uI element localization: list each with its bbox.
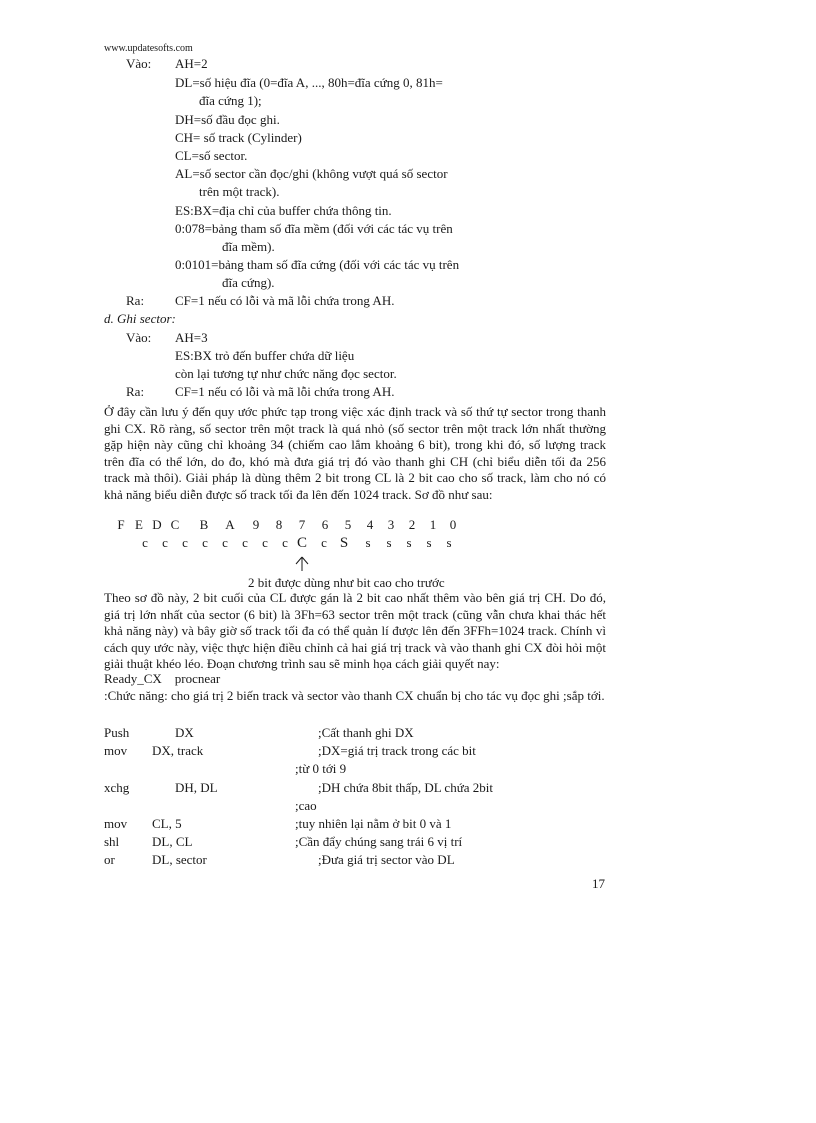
write-item: còn lại tương tự như chức năng đọc sector. <box>175 366 397 381</box>
bit-label: 4 <box>366 517 374 532</box>
bit-label: D <box>152 517 162 532</box>
read-item: ES:BX=địa chỉ của buffer chứa thông tin. <box>175 203 392 218</box>
bit-label: 6 <box>321 517 329 532</box>
code-args: DL, CL <box>152 834 193 849</box>
bit-value: c <box>262 535 268 550</box>
bit-value: c <box>321 535 327 550</box>
code-comment: ;DH chứa 8bit thấp, DL chứa 2bit <box>318 780 493 795</box>
bit-value: c <box>202 535 208 550</box>
code-op: xchg <box>104 780 130 795</box>
bit-value: c <box>282 535 288 550</box>
bit-label: 9 <box>252 517 260 532</box>
bit-label: A <box>225 517 235 532</box>
bit-value: C <box>296 535 307 551</box>
bit-label: 5 <box>344 517 352 532</box>
code-comment: ;Đưa giá trị sector vào DL <box>318 852 455 867</box>
code-op: or <box>104 852 115 867</box>
bit-value: s <box>386 535 392 550</box>
code-comment-cont: ;cao <box>295 798 317 813</box>
read-item: đĩa cứng 1); <box>199 93 262 108</box>
bit-label: 1 <box>429 517 437 532</box>
read-item: CH= số track (Cylinder) <box>175 130 302 145</box>
bit-value: s <box>365 535 371 550</box>
bit-value: c <box>242 535 248 550</box>
write-out-text: CF=1 nếu có lỗi và mã lỗi chứa trong AH. <box>175 384 395 399</box>
diagram-caption: 2 bit được dùng như bit cao cho trước <box>248 575 445 590</box>
read-item: 0:0101=bảng tham số đĩa cứng (đối với các tác vụ trên <box>175 257 460 272</box>
read-item: đĩa mềm). <box>222 239 275 254</box>
bit-label: C <box>170 517 180 532</box>
read-item: 0:078=bảng tham số đĩa mềm (đối với các tác vụ trên <box>175 221 453 236</box>
paragraph-explanation: Theo sơ đồ này, 2 bit cuối của CL được gán là 2 bit cao nhất thêm vào bên giá trị CH. Do đó, giá trị lớn nhất của sector (6 bit) là 3Fh=63 sector trên một track (cũng vẫn chưa khai thác hết khả năng này) và bây giờ số track tối đa có thể quản lí được lên đến 3FFh=1024 track. Chính vì cách quy ước này, việc thực hiện điều chỉnh cả hai giá trị track và vào thanh ghi CX đòi hỏi một giải thuật khéo léo. Đoạn chương trình sau sẽ minh họa cách giải quyết nay: <box>104 590 606 671</box>
bit-value: S <box>339 535 349 551</box>
bit-value: c <box>222 535 228 550</box>
code-op: mov <box>104 816 128 831</box>
code-comment: ;Cần đẩy chúng sang trái 6 vị trí <box>295 834 463 849</box>
read-item: trên một track). <box>199 184 280 199</box>
read-item: AH=2 <box>175 56 208 71</box>
up-arrow-icon <box>295 556 309 572</box>
read-item: đĩa cứng). <box>222 275 275 290</box>
read-item: DH=số đầu đọc ghi. <box>175 112 280 127</box>
page-number: 17 <box>592 876 605 891</box>
bit-label: 3 <box>387 517 395 532</box>
bit-label: 7 <box>298 517 306 532</box>
read-item: CL=số sector. <box>175 148 248 163</box>
bit-value-row <box>0 535 816 553</box>
code-op: mov <box>104 743 128 758</box>
code-comment: ;DX=giá trị track trong các bit <box>318 743 476 758</box>
code-args: CL, 5 <box>152 816 182 831</box>
bit-value: c <box>142 535 148 550</box>
bit-value: c <box>182 535 188 550</box>
code-args: DX <box>175 725 194 740</box>
function-comment: :Chức năng: cho giá trị 2 biến track và sector vào thanh CX chuẩn bị cho tác vụ đọc ghi ;sắp tới. <box>104 688 605 703</box>
code-comment: ;tuy nhiên lại nằm ở bit 0 và 1 <box>295 816 452 831</box>
code-args: DL, sector <box>152 852 207 867</box>
code-op: shl <box>104 834 120 849</box>
bit-value: s <box>406 535 412 550</box>
bit-label: E <box>135 517 143 532</box>
bit-label: 0 <box>449 517 457 532</box>
bit-value: s <box>446 535 452 550</box>
bit-label: 2 <box>408 517 416 532</box>
website-header: www.updatesofts.com <box>104 43 193 54</box>
code-comment-cont: ;từ 0 tới 9 <box>295 761 347 776</box>
bit-label: 8 <box>275 517 283 532</box>
write-in-label: Vào: <box>126 330 152 345</box>
write-out-label: Ra: <box>126 384 145 399</box>
bit-value: c <box>162 535 168 550</box>
bit-label-row <box>0 517 816 535</box>
code-args: DH, DL <box>175 780 218 795</box>
proc-declaration: Ready_CX procnear <box>104 671 221 686</box>
write-item: AH=3 <box>175 330 208 345</box>
code-comment: ;Cất thanh ghi DX <box>318 725 414 740</box>
read-item: DL=số hiệu đĩa (0=đĩa A, ..., 80h=đĩa cứng 0, 81h= <box>175 75 443 90</box>
bit-label: F <box>117 517 125 532</box>
read-item: AL=số sector cần đọc/ghi (không vượt quá số sector <box>175 166 448 181</box>
read-out-text: CF=1 nếu có lỗi và mã lỗi chứa trong AH. <box>175 293 395 308</box>
read-in-label: Vào: <box>126 56 152 71</box>
code-args: DX, track <box>152 743 204 758</box>
write-section-title: d. Ghi sector: <box>104 311 176 326</box>
write-item: ES:BX trỏ đến buffer chứa dữ liệu <box>175 348 355 363</box>
read-out-label: Ra: <box>126 293 145 308</box>
code-op: Push <box>104 725 130 740</box>
bit-label: B <box>199 517 209 532</box>
paragraph-track-sector: Ở đây cần lưu ý đến quy ước phức tạp trong việc xác định track và số thứ tự sector trong thanh ghi CX. Rõ ràng, số sector trên một track là quá nhỏ (số sector trên một track lớn nhất thường gặp hiện này cũng chỉ khoảng 34 (chiếm cao lắm khoảng 6 bit), trong khi đó, số lượng track trên đĩa có thể lớn, do đo, khó mà đưa giá trị đó vào thanh ghi CH (chỉ biểu diễn tối đa 256 track mà thôi). Giải pháp là dùng thêm 2 bit trong CL là 2 bit cao cho số track, làm cho nó có khả năng biểu diễn được số track tối đa lên đến 1024 track. Sơ đồ như sau: <box>104 404 606 502</box>
bit-value: s <box>426 535 432 550</box>
